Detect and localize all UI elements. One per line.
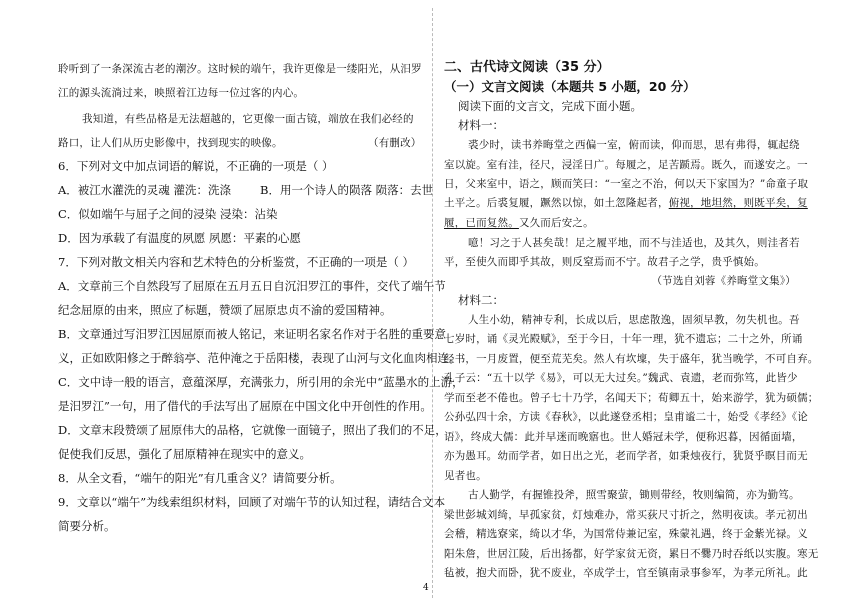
text-segment: 土平之。后裘复履，蹶然以惊，如土忽隆起者， bbox=[444, 197, 669, 209]
material-2-line: 亦为愚耳。幼而学者，如日出之光，老而学者，如秉烛夜行，犹贤乎瞑目而无 bbox=[444, 450, 808, 462]
option-7b-line: 义，正如欧阳修之于醉翁亭、范仲淹之于岳阳楼，表现了山河与文化血肉相连。 bbox=[58, 351, 461, 365]
instruction: 阅读下面的文言文，完成下面小题。 bbox=[458, 99, 642, 113]
essay-line: 聆听到了一条深流古老的潮汐。这时候的端午，我许更像是一缕阳光，从汨罗 bbox=[58, 63, 422, 75]
subsection-title: （一）文言文阅读（本题共 5 小题，20 分） bbox=[444, 79, 696, 94]
material-2-line: 人生小幼，精神专利，长成以后，思虑散逸，固须早教，勿失机也。吾 bbox=[468, 314, 800, 326]
text-segment: 又久而后安之。 bbox=[518, 217, 594, 229]
material-2-line: 阳朱詹，世居江陵，后出扬都，好学家贫无资，累日不爨乃时吞纸以实腹。寒无 bbox=[444, 548, 819, 560]
source-note: （有删改） bbox=[368, 137, 422, 149]
question-9-line: 9．文章以“端午”为线索组织材料，回顾了对端午节的认知过程，请结合文本 bbox=[58, 495, 446, 509]
option-7c-line: C．文中诗一般的语言，意蕴深厚，充满张力，所引用的余光中“蓝墨水的上游， bbox=[58, 375, 464, 389]
question-7: 7．下列对散文相关内容和艺术特色的分析鉴赏，不正确的一项是（ ） bbox=[58, 255, 414, 269]
option-6a: A．被江水灌洗的灵魂 灌洗：洗涤 bbox=[58, 183, 231, 197]
underlined-sentence: 履，已而复然。 bbox=[444, 217, 519, 229]
material-2-line: 学而至老不倦也。曾子七十乃学，名闻天下；荀卿五十，始来游学，犹为硕儒； bbox=[444, 392, 819, 404]
material-1-line: 裘少时，读书养晦堂之西偏一室，俯而读，仰而思，思有弗得，辄起绕 bbox=[468, 139, 800, 151]
option-7a-line: 纪念屈原的由来，照应了标题，赞颂了屈原忠贞不渝的爱国精神。 bbox=[58, 303, 392, 317]
option-7d-line: D．文章末段赞颂了屈原伟大的品格，它就像一面镜子，照出了我们的不足， bbox=[58, 423, 447, 437]
option-6b: B．用一个诗人的陨落 陨落：去世 bbox=[260, 183, 434, 197]
question-9-line: 简要分析。 bbox=[58, 519, 116, 533]
material-2-line: 会稽，精选寮寀，绮以才华，为国常侍兼记室，殊蒙礼遇，终于金紫光禄。义 bbox=[444, 528, 808, 540]
underlined-sentence: 俯视，地坦然，则既平矣，复 bbox=[668, 197, 808, 209]
material-1-line bbox=[444, 196, 808, 210]
option-6c: C．似如端午与屈子之间的浸染 浸染：沾染 bbox=[58, 207, 278, 221]
essay-line: 我知道，有些品格是无法超越的，它更像一面古镜，端放在我们必经的 bbox=[82, 113, 414, 125]
fold-line bbox=[432, 8, 434, 598]
section-title: 二、古代诗文阅读（35 分） bbox=[444, 60, 610, 75]
option-7d-line: 促使我们反思，强化了屈原精神在现实中的意义。 bbox=[58, 447, 311, 461]
material-1-line: 噫！习之于人甚矣哉！足之履平地，而不与洼适也，及其久，则洼者若 bbox=[468, 237, 800, 249]
option-7c-line: 是汨罗江”一句，用了借代的手法写出了屈原在中国文化中开创性的作用。 bbox=[58, 399, 432, 413]
essay-line: 路口，让人们从历史影像中，找到现实的映像。 bbox=[58, 137, 283, 149]
page-number: 4 bbox=[423, 583, 429, 593]
material-2-line: 经书，一月废置，便至荒芜矣。然人有坎壈，失于盛年，犹当晚学，不可自弃。 bbox=[444, 353, 819, 365]
option-7a-line: A．文章前三个自然段写了屈原在五月五日自沉汨罗江的事件，交代了端午节 bbox=[58, 279, 446, 293]
material-2-line: 公孙弘四十余，方读《春秋》，以此遂登丞相；皇甫谧二十，始受《孝经》《论 bbox=[444, 411, 808, 423]
material-1-line bbox=[444, 216, 594, 230]
material-1-source: （节选自刘蓉《养晦堂文集》） bbox=[651, 275, 796, 287]
material-1-line: 日，父来室中，语之，顾而笑曰：“一室之不治，何以天下家国为？”命童子取 bbox=[444, 178, 809, 190]
material-1-line: 平，至使久而即乎其故，则反窒焉而不宁。故君子之学，贵乎慎始。 bbox=[444, 256, 765, 268]
material-2-line: 孔子云：“五十以学《易》，可以无大过矣。”魏武、袁遗，老而弥笃，此皆少 bbox=[444, 372, 798, 384]
option-6d: D．因为承载了有温度的夙愿 夙愿：平素的心愿 bbox=[58, 231, 301, 245]
material-2-label: 材料二： bbox=[458, 293, 504, 307]
essay-line: 江的源头流淌过来，映照着江边每一位过客的内心。 bbox=[58, 87, 305, 99]
material-1-label: 材料一： bbox=[458, 118, 504, 132]
material-2-line: 梁世彭城刘绮，早孤家贫，灯烛难办，常买荻尺寸折之，然明夜读。孝元初出 bbox=[444, 509, 808, 521]
material-2-line: 语》，终成大儒：此并早迷而晚寤也。世人婚冠未学，便称迟暮，因循面墙， bbox=[444, 431, 803, 443]
question-8: 8．从全文看，“端午的阳光”有几重含义？请简要分析。 bbox=[58, 471, 342, 485]
material-1-line: 室以旋。室有洼，径尺，浸淫日广。每履之，足苦踬焉。既久，而遂安之。一 bbox=[444, 159, 808, 171]
material-2-line: 毡被，抱犬而卧，犹不废业，卒成学士，官至镇南录事参军，为孝元所礼。此 bbox=[444, 567, 808, 579]
material-2-line: 古人勤学，有握锥投斧，照雪聚萤，锄则带经，牧则编简，亦为勤笃。 bbox=[468, 489, 800, 501]
material-2-line: 见者也。 bbox=[444, 470, 487, 482]
option-7b-line: B．文章通过写汨罗江因屈原而被人铭记，来证明名家名作对于名胜的重要意 bbox=[58, 327, 446, 341]
material-2-line: 七岁时，诵《灵光殿赋》，至于今日，十年一理，犹不遗忘；二十之外，所诵 bbox=[444, 333, 803, 345]
question-6: 6．下列对文中加点词语的解说，不正确的一项是（ ） bbox=[58, 159, 334, 173]
